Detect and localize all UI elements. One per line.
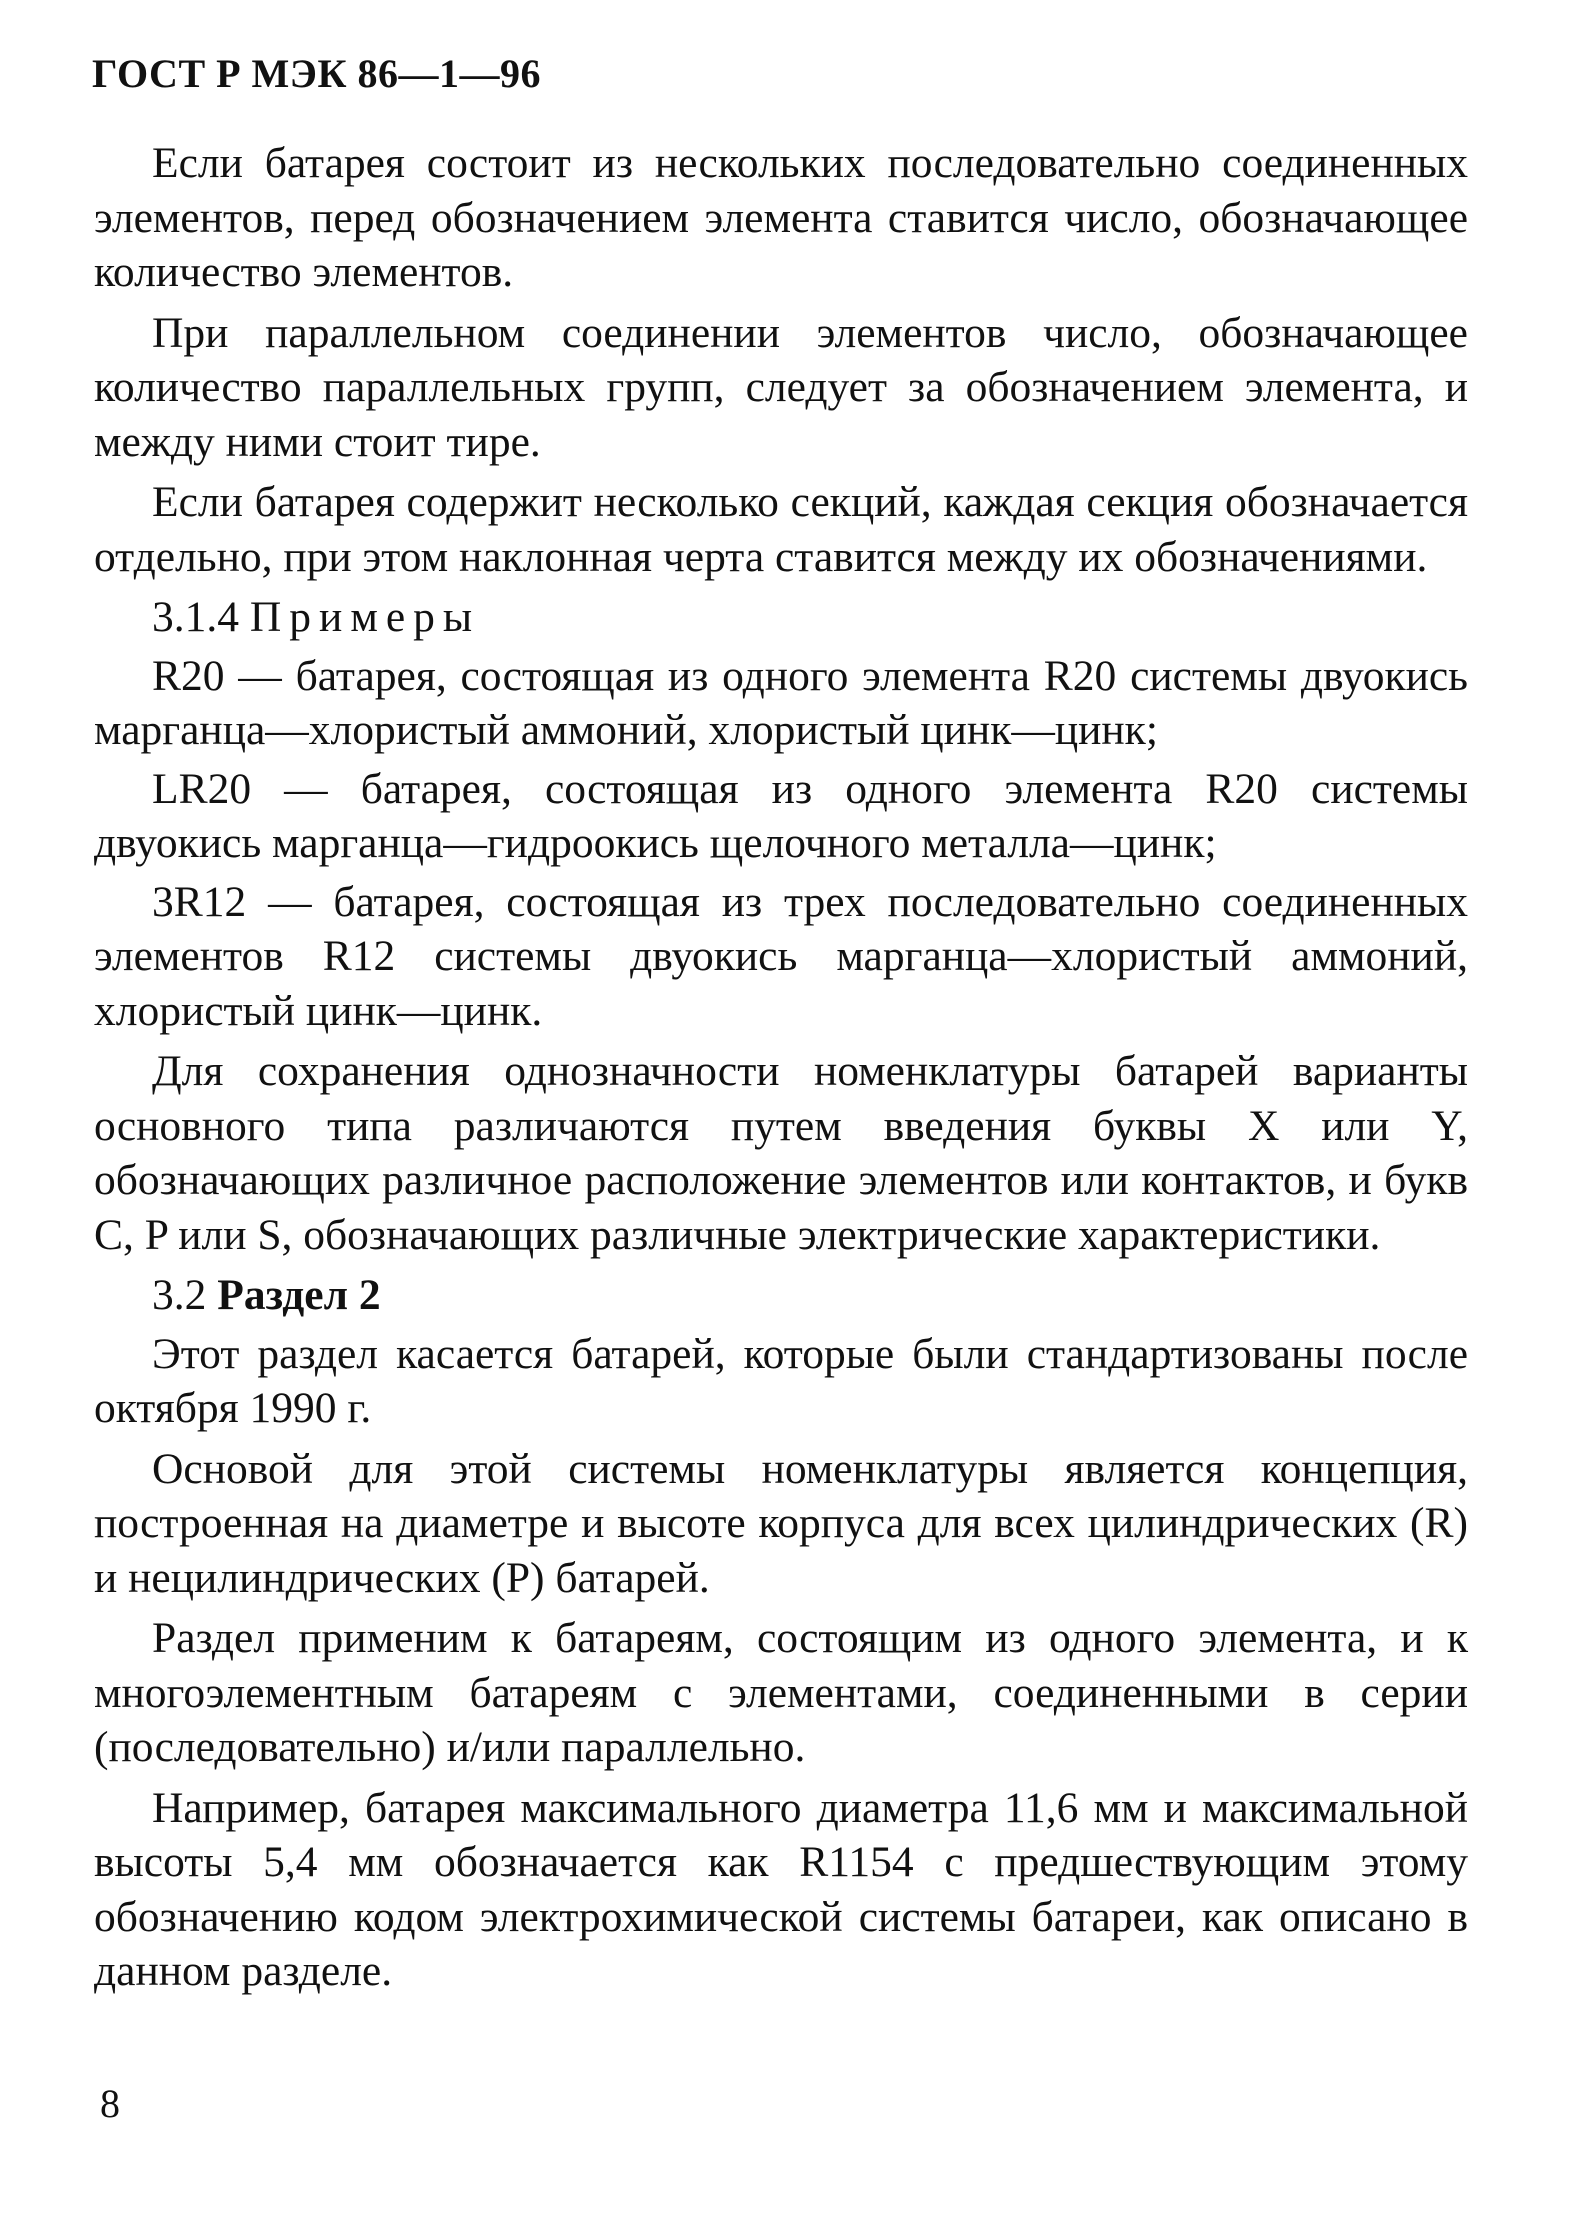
paragraph-applicability: Раздел применим к батареям, состоящим из одного элемента, и к многоэлементным батареям с элементами, соединенными в серии (последовательно) и/или параллельно. bbox=[94, 1614, 1468, 1771]
paragraph-example-r1154: Например, батарея максимального диаметра 11,6 мм и максимальной высоты 5,4 мм обозначается как R1154 с предшествующим этому обозначению кодом электрохимической системы батареи, как описано в данном разделе. bbox=[94, 1783, 1468, 1995]
section-heading bbox=[94, 1268, 1468, 1323]
section-number: 3.2 bbox=[152, 1271, 207, 1319]
examples-title: Примеры bbox=[249, 593, 481, 641]
page-number: 8 bbox=[100, 2081, 120, 2126]
document-body bbox=[94, 136, 1468, 1999]
example-3r12: 3R12 — батарея, состоящая из трех последовательно соединенных элементов R12 системы двуокись марганца—хлористый аммоний, хлористый цинк—цинк. bbox=[94, 877, 1468, 1035]
paragraph-variants: Для сохранения однозначности номенклатуры батарей варианты основного типа различаются путем введения буквы X или Y, обозначающих различное расположение элементов или контактов, и букв C, P или S, обозначающих различные электрические характеристики. bbox=[94, 1047, 1468, 1259]
section-title: Раздел 2 bbox=[217, 1271, 381, 1319]
examples-heading bbox=[94, 590, 1468, 645]
paragraph-concept: Основой для этой системы номенклатуры является концепция, построенная на диаметре и высоте корпуса для всех цилиндрических (R) и нецилиндрических (P) батарей. bbox=[94, 1444, 1468, 1602]
examples-number: 3.1.4 bbox=[152, 593, 239, 641]
example-lr20: LR20 — батарея, состоящая из одного элемента R20 системы двуокись марганца—гидроокись щелочного металла—цинк; bbox=[94, 764, 1468, 867]
paragraph-sections: Если батарея содержит несколько секций, каждая секция обозначается отдельно, при этом наклонная черта ставится между их обозначениями. bbox=[94, 478, 1468, 581]
paragraph-series-connection: Если батарея состоит из нескольких последовательно соединенных элементов, перед обозначением элемента ставится число, обозначающее количество элементов. bbox=[94, 139, 1468, 296]
document-header: ГОСТ Р МЭК 86—1—96 bbox=[92, 51, 541, 96]
paragraph-section-scope: Этот раздел касается батарей, которые были стандартизованы после октября 1990 г. bbox=[94, 1329, 1468, 1432]
paragraph-parallel-connection: При параллельном соединении элементов число, обозначающее количество параллельных групп, следует за обозначением элемента, и между ними стоит тире. bbox=[94, 308, 1468, 466]
example-r20: R20 — батарея, состоящая из одного элемента R20 системы двуокись марганца—хлористый аммоний, хлористый цинк—цинк; bbox=[94, 651, 1468, 754]
